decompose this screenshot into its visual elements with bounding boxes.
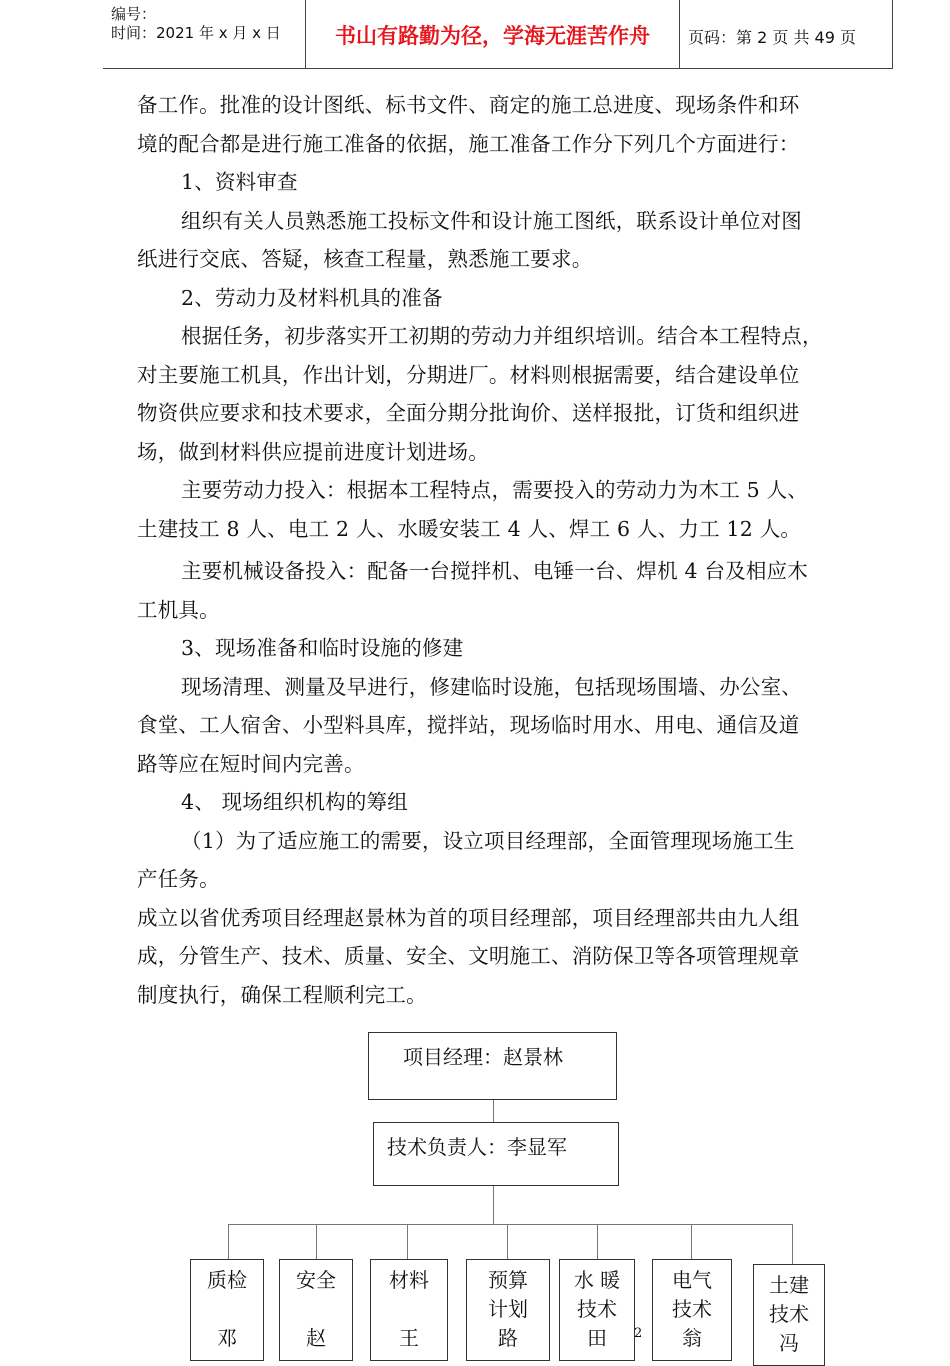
org-label-project-manager: 项目经理：赵景林 bbox=[403, 1045, 563, 1069]
org-box-plumbing bbox=[559, 1259, 635, 1361]
org-box-electrical bbox=[652, 1259, 732, 1361]
body-line: 场，做到材料供应提前进度计划进场。 bbox=[137, 439, 489, 464]
section-heading: 2、劳动力及材料机具的准备 bbox=[181, 285, 443, 310]
connector-line bbox=[228, 1224, 792, 1225]
document-body bbox=[137, 86, 861, 1014]
org-sub-name: 冯 bbox=[779, 1331, 799, 1355]
org-box-technical-lead bbox=[373, 1122, 619, 1186]
org-sub-label: 预算 bbox=[488, 1268, 528, 1292]
body-line: 路等应在短时间内完善。 bbox=[137, 751, 365, 776]
body-line: 对主要施工机具，作出计划，分期进厂。材料则根据需要，结合建设单位 bbox=[137, 362, 800, 387]
section-heading: 4、 现场组织机构的筹组 bbox=[181, 790, 408, 814]
org-box-materials bbox=[370, 1259, 448, 1361]
org-box-safety bbox=[279, 1259, 353, 1361]
org-sub-label-2: 计划 bbox=[488, 1297, 528, 1321]
org-sub-label-2: 技术 bbox=[577, 1297, 617, 1321]
body-line: 制度执行，确保工程顺利完工。 bbox=[137, 982, 427, 1007]
header-slogan-cell bbox=[306, 0, 680, 68]
body-line: 根据任务，初步落实开工初期的劳动力并组织培训。结合本工程特点， bbox=[181, 324, 823, 348]
body-line: 产任务。 bbox=[137, 867, 220, 891]
body-line: 备工作。批准的设计图纸、标书文件、商定的施工总进度、现场条件和环 bbox=[137, 93, 800, 117]
org-box-project-manager bbox=[368, 1032, 617, 1100]
connector-line bbox=[493, 1098, 494, 1122]
org-label-technical-lead: 技术负责人：李显军 bbox=[387, 1135, 567, 1159]
connector-line bbox=[316, 1224, 317, 1259]
body-line: 纸进行交底、答疑，核查工程量，熟悉施工要求。 bbox=[137, 247, 593, 271]
org-sub-label: 土建 bbox=[769, 1273, 809, 1297]
org-sub-label: 电气 bbox=[672, 1268, 712, 1292]
org-box-civil bbox=[753, 1264, 825, 1366]
org-sub-name: 翁 bbox=[682, 1326, 702, 1350]
body-line: 物资供应要求和技术要求，全面分期分批询价、送样报批，订货和组织进 bbox=[137, 401, 800, 425]
body-line: 主要机械设备投入：配备一台搅拌机、电锤一台、焊机 4 台及相应木 bbox=[181, 559, 808, 583]
header-meta-cell bbox=[103, 0, 306, 68]
body-line: 工机具。 bbox=[137, 597, 220, 622]
org-sub-label: 安全 bbox=[296, 1268, 336, 1292]
org-sub-label: 材料 bbox=[389, 1268, 429, 1292]
connector-line bbox=[507, 1224, 508, 1259]
org-box-quality bbox=[190, 1259, 264, 1361]
section-heading: 3、现场准备和临时设施的修建 bbox=[181, 636, 464, 660]
org-sub-name: 田 bbox=[587, 1326, 607, 1350]
body-line: 组织有关人员熟悉施工投标文件和设计施工图纸，联系设计单位对图 bbox=[181, 208, 802, 233]
page-info: 页码：第 2 页 共 49 页 bbox=[688, 28, 856, 47]
connector-line bbox=[228, 1224, 229, 1259]
org-sub-name: 王 bbox=[399, 1326, 419, 1350]
org-sub-name: 赵 bbox=[306, 1326, 326, 1350]
body-line: 境的配合都是进行施工准备的依据，施工准备工作分下列几个方面进行： bbox=[137, 131, 800, 156]
document-date: 时间：2021 年 x 月 x 日 bbox=[111, 24, 281, 42]
connector-line bbox=[691, 1224, 692, 1259]
connector-line bbox=[493, 1184, 494, 1224]
connector-line bbox=[597, 1224, 598, 1259]
body-line: 主要劳动力投入：根据本工程特点，需要投入的劳动力为木工 5 人、 bbox=[181, 478, 808, 502]
org-sub-name: 路 bbox=[498, 1326, 518, 1350]
body-line: 食堂、工人宿舍、小型料具库，搅拌站，现场临时用水、用电、通信及道 bbox=[137, 713, 800, 737]
section-heading: 1、资料审查 bbox=[181, 170, 298, 194]
org-sub-label-2: 技术 bbox=[672, 1297, 712, 1321]
page-header bbox=[103, 0, 893, 69]
document-number-label: 编号： bbox=[111, 5, 157, 23]
body-line: 成立以省优秀项目经理赵景林为首的项目经理部，项目经理部共由九人组 bbox=[137, 905, 800, 930]
org-sub-label-2: 技术 bbox=[769, 1302, 809, 1326]
body-line: 成，分管生产、技术、质量、安全、文明施工、消防保卫等各项管理规章 bbox=[137, 944, 800, 968]
body-line: 现场清理、测量及早进行，修建临时设施，包括现场围墙、办公室、 bbox=[181, 674, 802, 699]
org-sub-label: 质检 bbox=[207, 1268, 247, 1292]
body-line: （1）为了适应施工的需要，设立项目经理部，全面管理现场施工生 bbox=[181, 828, 795, 853]
page-number: 2 bbox=[634, 1326, 643, 1341]
org-box-budget bbox=[466, 1259, 550, 1361]
connector-line bbox=[792, 1224, 793, 1264]
header-slogan: 书山有路勤为径，学海无涯苦作舟 bbox=[335, 24, 650, 48]
org-sub-name: 邓 bbox=[217, 1326, 237, 1350]
body-line: 土建技工 8 人、电工 2 人、水暖安装工 4 人、焊工 6 人、力工 12 人。 bbox=[137, 516, 802, 541]
header-page-cell bbox=[680, 0, 893, 68]
org-sub-label: 水 暖 bbox=[573, 1268, 621, 1292]
connector-line bbox=[407, 1224, 408, 1259]
